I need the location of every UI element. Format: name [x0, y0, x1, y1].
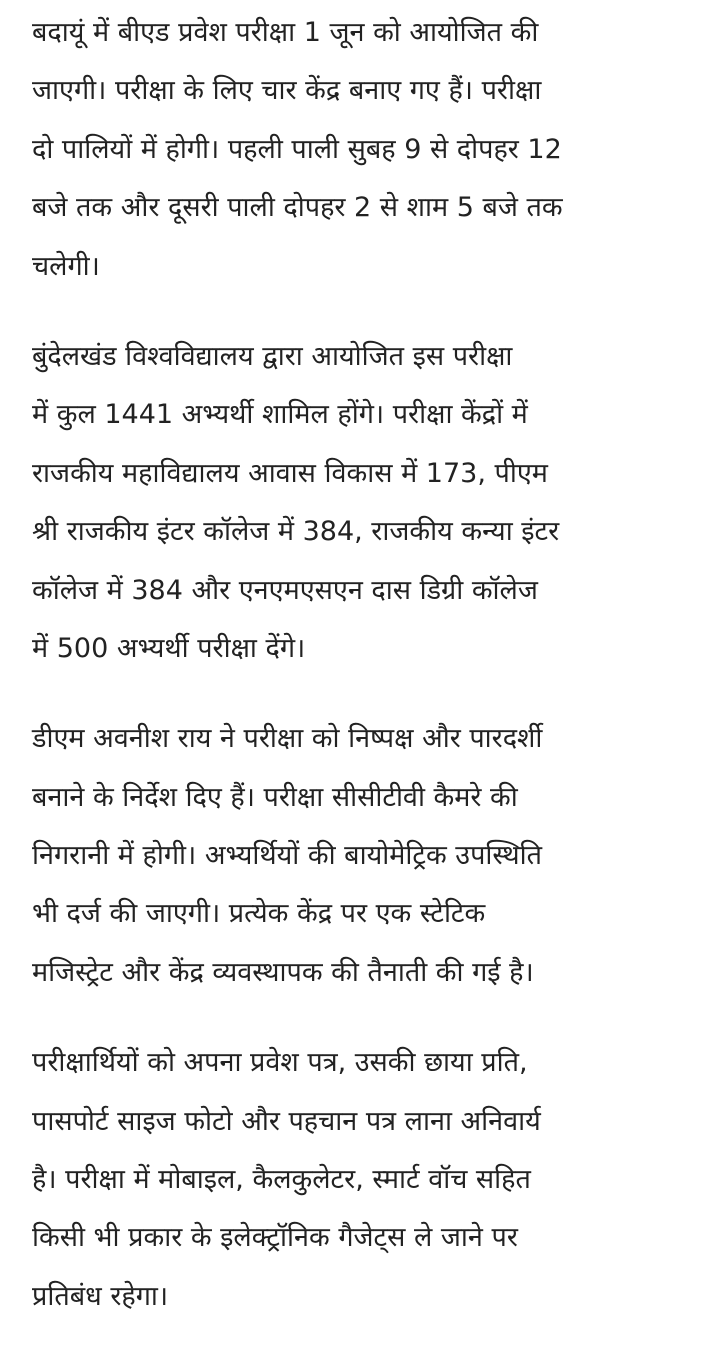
- text-line: है। परीक्षा में मोबाइल, कैलकुलेटर, स्मार्ट वॉच सहित: [32, 1164, 531, 1196]
- text-line: प्रतिबंध रहेगा।: [32, 1280, 169, 1312]
- text-line: मजिस्ट्रेट और केंद्र व्यवस्थापक की तैनाती की गई है।: [32, 956, 534, 988]
- text-line: में कुल 1441 अभ्यर्थी शामिल होंगे। परीक्षा केंद्रों में: [32, 399, 528, 431]
- text-line: राजकीय महाविद्यालय आवास विकास में 173, पीएम: [32, 457, 548, 489]
- text-line: किसी भी प्रकार के इलेक्ट्रॉनिक गैजेट्स ले जाने पर: [32, 1222, 518, 1254]
- text-line: बुंदेलखंड विश्वविद्यालय द्वारा आयोजित इस परीक्षा: [32, 340, 513, 372]
- text-line: कॉलेज में 384 और एनएमएसएन दास डिग्री कॉलेज: [32, 574, 538, 606]
- text-line: चलेगी।: [32, 250, 100, 282]
- text-line: बदायूं में बीएड प्रवेश परीक्षा 1 जून को आयोजित की: [32, 17, 539, 48]
- text-line: बनाने के निर्देश दिए हैं। परीक्षा सीसीटीवी कैमरे की: [32, 781, 518, 813]
- text-line: डीएम अवनीश राय ने परीक्षा को निष्पक्ष और पारदर्शी: [32, 723, 543, 755]
- text-line: जाएगी। परीक्षा के लिए चार केंद्र बनाए गए हैं। परीक्षा: [32, 75, 542, 107]
- text-line: श्री राजकीय इंटर कॉलेज में 384, राजकीय कन्या इंटर: [32, 516, 560, 548]
- text-line: दो पालियों में होगी। पहली पाली सुबह 9 से दोपहर 12: [32, 133, 562, 165]
- paragraph-instructions: [32, 1034, 692, 1326]
- text-line: परीक्षार्थियों को अपना प्रवेश पत्र, उसकी छाया प्रति,: [32, 1047, 528, 1079]
- paragraph-candidates: [32, 328, 692, 678]
- paragraph-supervision: [32, 710, 692, 1002]
- text-line: भी दर्ज की जाएगी। प्रत्येक केंद्र पर एक स्टेटिक: [32, 898, 486, 930]
- article-body: [32, 4, 692, 1358]
- text-line: में 500 अभ्यर्थी परीक्षा देंगे।: [32, 632, 306, 664]
- text-line: निगरानी में होगी। अभ्यर्थियों की बायोमेट्रिक उपस्थिति: [32, 840, 543, 872]
- text-line: पासपोर्ट साइज फोटो और पहचान पत्र लाना अनिवार्य: [32, 1105, 541, 1137]
- paragraph-exam-date: [32, 4, 692, 296]
- text-line: बजे तक और दूसरी पाली दोपहर 2 से शाम 5 बजे तक: [32, 192, 563, 224]
